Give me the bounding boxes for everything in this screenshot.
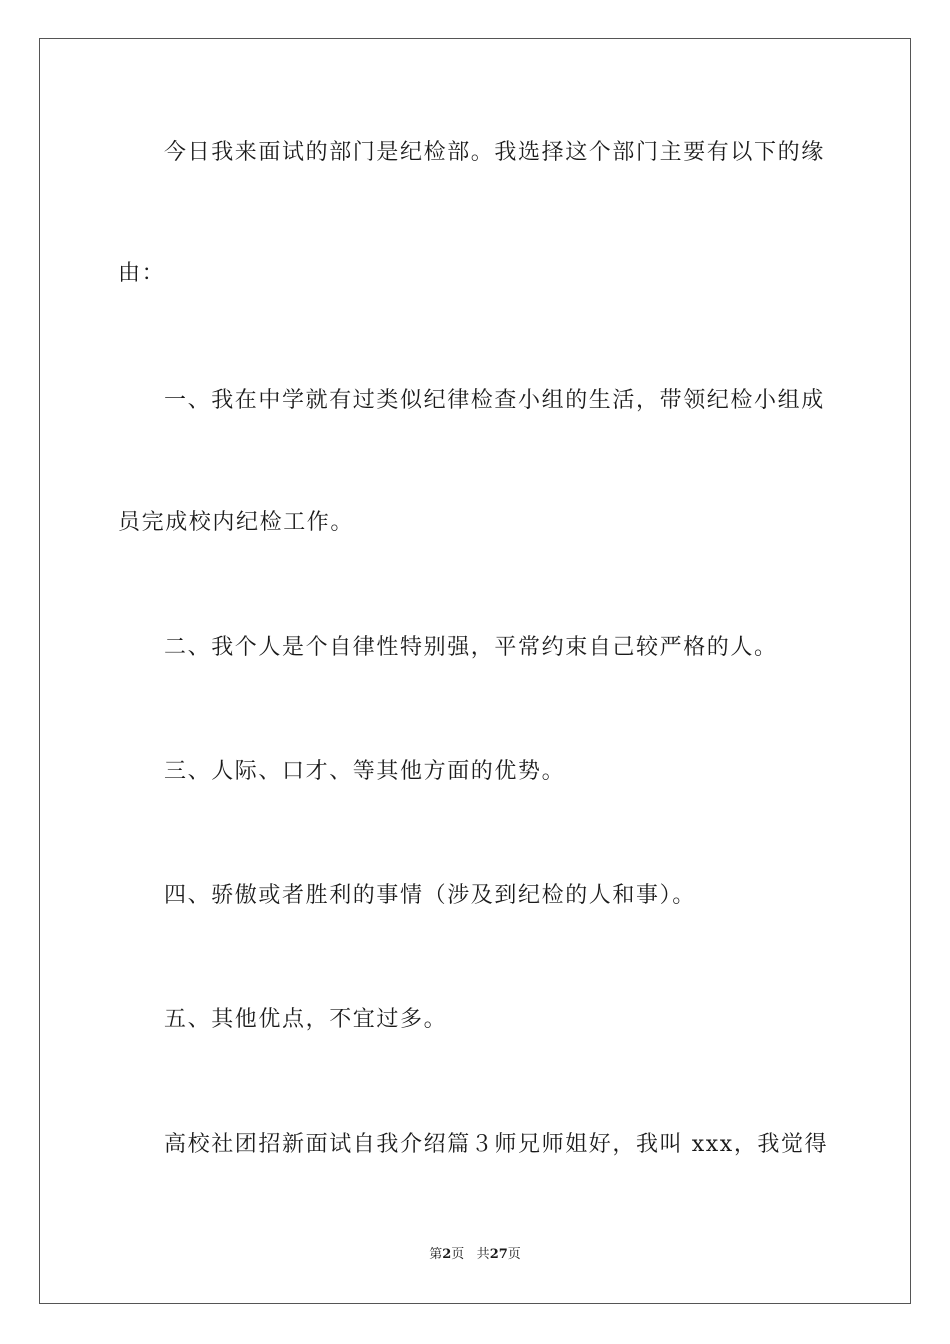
paragraph-line: 由：	[118, 261, 166, 286]
total-pages: 27	[489, 1247, 508, 1262]
page-frame	[39, 38, 911, 1304]
page-footer	[0, 1246, 950, 1264]
paragraph-line: 员完成校内纪检工作。	[118, 510, 355, 535]
paragraph-line: 二、我个人是个自律性特别强，平常约束自己较严格的人。	[164, 635, 778, 660]
page-suffix: 页	[451, 1247, 465, 1262]
paragraph-line: 四、骄傲或者胜利的事情（涉及到纪检的人和事）。	[164, 883, 696, 908]
paragraph-line: 高校社团招新面试自我介绍篇３师兄师姐好，我叫 xxx，我觉得	[164, 1132, 829, 1157]
page-prefix: 第	[429, 1247, 443, 1262]
total-prefix: 共	[476, 1247, 490, 1262]
paragraph-line: 三、人际、口才、等其他方面的优势。	[164, 759, 566, 784]
page-number: 2	[442, 1247, 452, 1262]
paragraph-line: 一、我在中学就有过类似纪律检查小组的生活，带领纪检小组成	[164, 388, 825, 413]
total-suffix: 页	[507, 1247, 521, 1262]
paragraph-line: 五、其他优点，不宜过多。	[164, 1007, 448, 1032]
paragraph-line: 今日我来面试的部门是纪检部。我选择这个部门主要有以下的缘	[164, 140, 825, 165]
